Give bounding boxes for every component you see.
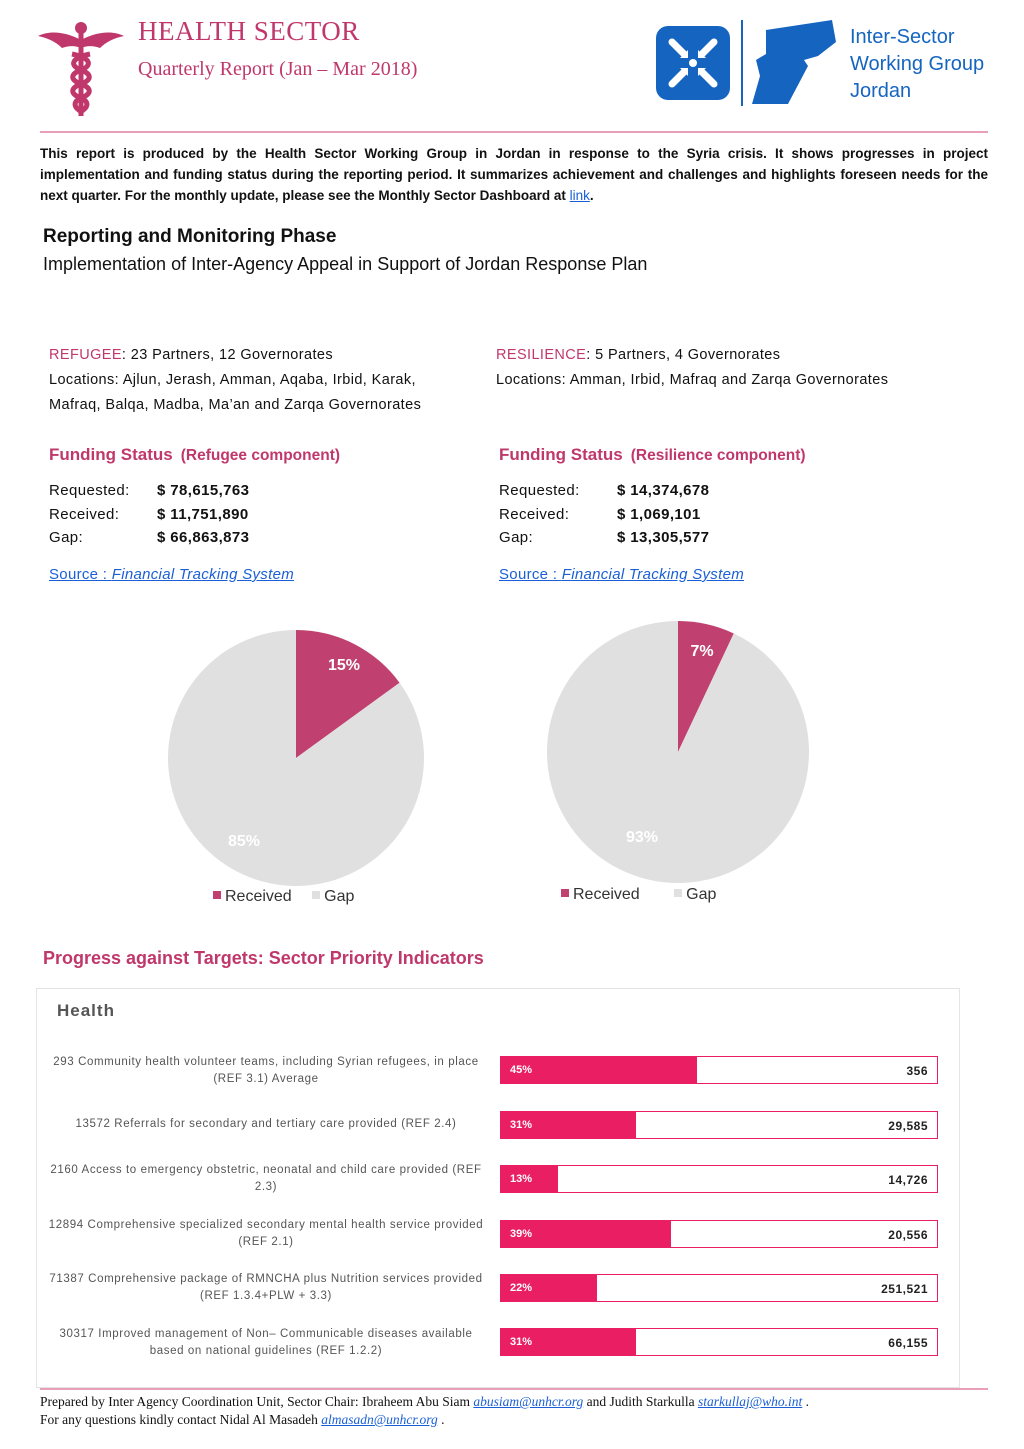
refugee-funding-title bbox=[49, 445, 340, 465]
pie-label-gap: 93% bbox=[625, 829, 659, 846]
footer-contact: For any questions kindly contact Nidal Al Masadeh bbox=[40, 1412, 322, 1427]
indicator-percent: 31% bbox=[510, 1119, 533, 1131]
indicator-progress-bar bbox=[500, 1165, 938, 1193]
refugee-gap-value: $ 66,863,873 bbox=[157, 529, 250, 547]
indicator-target-value: 29,585 bbox=[888, 1119, 928, 1133]
logo-line-2: Working Group bbox=[850, 53, 985, 75]
refugee-source-link[interactable] bbox=[49, 566, 294, 583]
intro-end: . bbox=[589, 188, 594, 203]
requested-label: Requested: bbox=[499, 482, 580, 500]
logo-line-1: Inter-Sector bbox=[850, 26, 955, 48]
refugee-received-value: $ 11,751,890 bbox=[157, 505, 249, 523]
logo-line-3: Jordan bbox=[850, 80, 912, 102]
legend-swatch-received bbox=[561, 889, 569, 897]
indicator-percent: 22% bbox=[510, 1282, 533, 1294]
pie-label-received: 7% bbox=[690, 643, 714, 660]
source-link-text: Financial Tracking System bbox=[111, 566, 295, 583]
phase-subheading: Implementation of Inter-Agency Appeal in Support of Jordan Response Plan bbox=[43, 254, 648, 274]
intersector-logo-icon bbox=[656, 20, 841, 106]
pie-label-received: 15% bbox=[327, 657, 361, 674]
footer-divider bbox=[40, 1388, 988, 1390]
received-label: Received: bbox=[499, 505, 570, 523]
footer-and: and Judith Starkulla bbox=[583, 1394, 698, 1409]
resilience-partners: : 5 Partners, 4 Governorates bbox=[586, 347, 781, 363]
refugee-requested-value: $ 78,615,763 bbox=[157, 482, 250, 500]
resilience-funding-title bbox=[499, 445, 806, 465]
legend-received-label: Received bbox=[225, 888, 292, 905]
dashboard-link[interactable]: link bbox=[569, 188, 590, 203]
legend-gap bbox=[312, 888, 354, 905]
indicator-label: 2160 Access to emergency obstetric, neonatal and child care provided (REF 2.3) bbox=[50, 1164, 482, 1193]
source-prefix: Source : bbox=[499, 566, 562, 583]
email-link-abusiam[interactable]: abusiam@unhcr.org bbox=[473, 1394, 584, 1409]
indicator-target-value: 66,155 bbox=[888, 1336, 928, 1350]
resilience-source-link[interactable] bbox=[499, 566, 744, 583]
resilience-funding-pie-chart bbox=[538, 620, 818, 890]
indicator-label: 13572 Referrals for secondary and tertiary care provided (REF 2.4) bbox=[75, 1118, 457, 1130]
indicator-progress-bar bbox=[500, 1328, 938, 1356]
resilience-funding-title-text: Funding Status bbox=[499, 445, 623, 464]
footer-line-1 bbox=[40, 1393, 809, 1411]
resilience-summary bbox=[496, 343, 996, 393]
indicator-target-value: 356 bbox=[906, 1064, 928, 1078]
resilience-requested-value: $ 14,374,678 bbox=[617, 482, 710, 500]
indicator-label: 71387 Comprehensive package of RMNCHA plus Nutrition services provided (REF 1.3.4+PLW + 3.3) bbox=[49, 1273, 483, 1302]
intro-paragraph bbox=[40, 143, 988, 206]
indicator-target-value: 251,521 bbox=[881, 1282, 928, 1296]
intersector-logo-text bbox=[850, 24, 984, 105]
refugee-locations-2: Mafraq, Balqa, Madba, Ma’an and Zarqa Governorates bbox=[49, 397, 422, 413]
legend-swatch-received bbox=[213, 891, 221, 899]
resilience-locations-1: Locations: Amman, Irbid, Mafraq and Zarqa Governorates bbox=[496, 372, 889, 388]
indicator-target-value: 14,726 bbox=[888, 1173, 928, 1187]
resilience-received-value: $ 1,069,101 bbox=[617, 505, 701, 523]
indicator-percent: 31% bbox=[510, 1336, 533, 1348]
email-link-almasadn[interactable]: almasadn@unhcr.org bbox=[321, 1412, 438, 1427]
legend-swatch-gap bbox=[312, 891, 320, 899]
footer-end-1: . bbox=[802, 1394, 810, 1409]
refugee-funding-table bbox=[49, 479, 249, 550]
refugee-funding-title-text: Funding Status bbox=[49, 445, 173, 464]
indicator-progress-bar bbox=[500, 1220, 938, 1248]
refugee-label: REFUGEE bbox=[49, 347, 122, 363]
indicator-progress-bar bbox=[500, 1056, 938, 1084]
indicator-target-value: 20,556 bbox=[888, 1228, 928, 1242]
pie-slice-gap bbox=[547, 621, 809, 883]
footer-line-2 bbox=[40, 1411, 809, 1429]
source-prefix: Source : bbox=[49, 566, 112, 583]
indicator-progress-bar bbox=[500, 1274, 938, 1302]
indicator-progress-bar bbox=[500, 1111, 938, 1139]
refugee-pie-legend bbox=[213, 888, 354, 906]
intro-text: This report is produced by the Health Sector Working Group in Jordan in response to the Syria crisis. It shows progresses in project implementation and funding status during the reporting period. It summarizes achievement and challenges and highlights foreseen needs for the next quarter. For the monthly update, please see the Monthly Sector Dashboard at bbox=[40, 146, 988, 203]
legend-gap-label: Gap bbox=[686, 886, 717, 903]
indicator-percent: 39% bbox=[510, 1228, 533, 1240]
gap-label: Gap: bbox=[49, 529, 84, 547]
legend-received-label: Received bbox=[573, 886, 640, 903]
health-sector-logo-icon bbox=[36, 18, 126, 118]
footer-prepared-by: Prepared by Inter Agency Coordination Unit, Sector Chair: Ibraheem Abu Siam bbox=[40, 1394, 474, 1409]
email-link-starkullaj[interactable]: starkullaj@who.int bbox=[697, 1394, 803, 1409]
source-link-text: Financial Tracking System bbox=[561, 566, 745, 583]
progress-title: Progress against Targets: Sector Priority Indicators bbox=[43, 948, 484, 968]
legend-gap bbox=[674, 886, 716, 903]
legend-gap-label: Gap bbox=[324, 888, 355, 905]
footer-end-2: . bbox=[437, 1412, 445, 1427]
report-title: HEALTH SECTOR bbox=[138, 16, 360, 46]
legend-received bbox=[213, 888, 292, 905]
resilience-label: RESILIENCE bbox=[496, 347, 587, 363]
resilience-pie-legend bbox=[561, 886, 716, 904]
header-divider bbox=[40, 131, 988, 133]
gap-label: Gap: bbox=[499, 529, 534, 547]
report-subtitle: Quarterly Report (Jan – Mar 2018) bbox=[138, 58, 418, 80]
resilience-gap-value: $ 13,305,577 bbox=[617, 529, 710, 547]
refugee-funding-sub: (Refugee component) bbox=[180, 447, 341, 464]
indicators-panel-title: Health bbox=[57, 1001, 115, 1020]
refugee-summary bbox=[49, 343, 489, 418]
phase-heading: Reporting and Monitoring Phase bbox=[43, 226, 337, 247]
indicator-label: 12894 Comprehensive specialized secondary mental health service provided (REF 2.1) bbox=[48, 1219, 484, 1248]
refugee-funding-pie-chart bbox=[160, 622, 432, 894]
footer bbox=[40, 1393, 809, 1429]
refugee-locations-1: Locations: Ajlun, Jerash, Amman, Aqaba, Irbid, Karak, bbox=[49, 372, 416, 388]
pie-label-gap: 85% bbox=[227, 833, 261, 850]
resilience-funding-sub: (Resilience component) bbox=[630, 447, 806, 464]
refugee-partners: : 23 Partners, 12 Governorates bbox=[121, 347, 333, 363]
indicator-percent: 13% bbox=[510, 1173, 533, 1185]
requested-label: Requested: bbox=[49, 482, 130, 500]
indicator-label: 293 Community health volunteer teams, including Syrian refugees, in place (REF 3.1) Average bbox=[53, 1056, 479, 1085]
indicator-label: 30317 Improved management of Non– Communicable diseases available based on national guidelines (REF 1.2.2) bbox=[59, 1328, 473, 1357]
legend-swatch-gap bbox=[674, 889, 682, 897]
indicator-percent: 45% bbox=[510, 1064, 533, 1076]
resilience-funding-table bbox=[499, 479, 709, 550]
received-label: Received: bbox=[49, 505, 120, 523]
legend-received bbox=[561, 886, 640, 903]
